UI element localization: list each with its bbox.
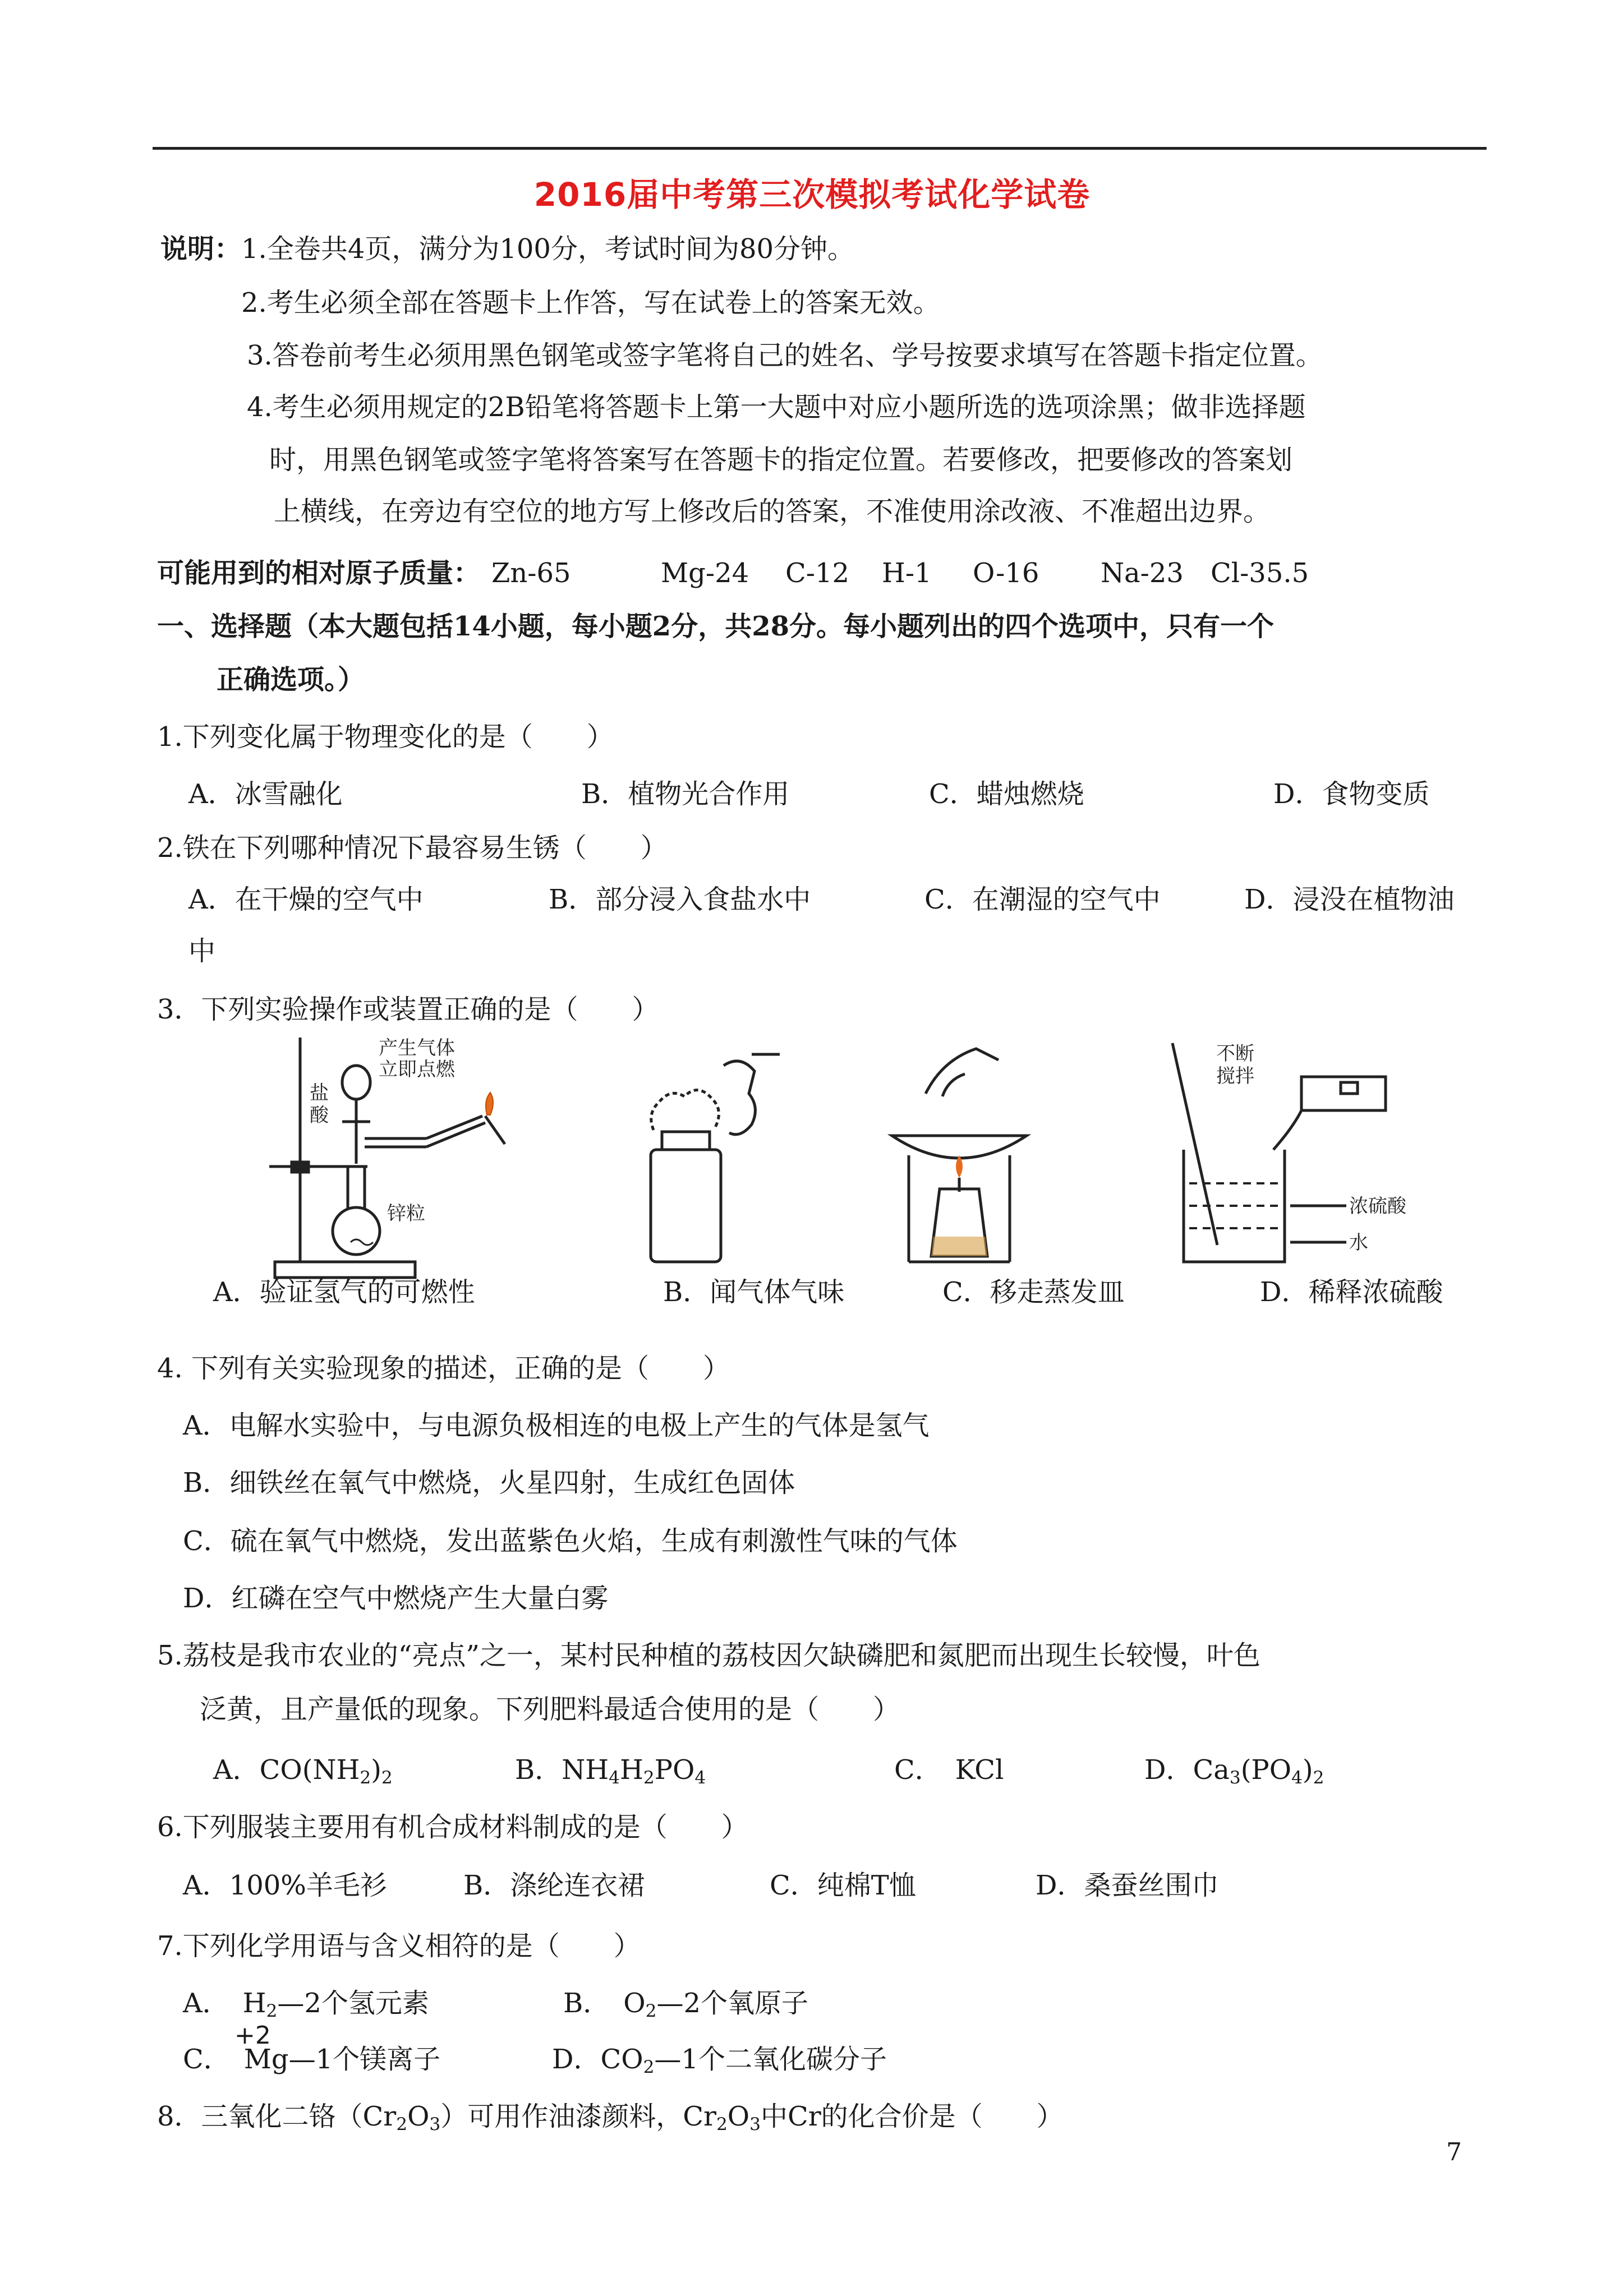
- question-2-stem: 2.铁在下列哪种情况下最容易生锈（ ）: [157, 832, 668, 864]
- question-1-stem: 1.下列变化属于物理变化的是（ ）: [157, 721, 614, 753]
- page-number: 7: [1446, 2138, 1462, 2166]
- svg-text:盐: 盐: [310, 1082, 329, 1104]
- q1-option-c: C．蜡烛燃烧: [929, 778, 1084, 810]
- q5-option-a: A．$CO(NH_2)_2$: [213, 1754, 393, 1788]
- q3-option-d: D．稀释浓硫酸: [1260, 1276, 1443, 1308]
- instructions-line-3: 3.答卷前考生必须用黑色钢笔或签字笔将自己的姓名、学号按要求填写在答题卡指定位置。: [247, 340, 1323, 371]
- instructions-line-2: 2.考生必须全部在答题卡上作答，写在试卷上的答案无效。: [241, 287, 940, 319]
- q4-option-b: B．细铁丝在氧气中燃烧，火星四射，生成红色固体: [183, 1467, 795, 1499]
- svg-text:水: 水: [1349, 1232, 1368, 1254]
- instructions-line-5: 时，用黑色钢笔或签字笔将答案写在答题卡的指定位置。若要修改，把要修改的答案划: [269, 444, 1293, 476]
- svg-text:浓硫酸: 浓硫酸: [1349, 1195, 1406, 1218]
- q7-option-c: C． Mg—1个镁离子: [183, 2044, 441, 2075]
- q7-option-d: D．$CO_2—1$个二氧化碳分子: [552, 2044, 887, 2077]
- question-7-options-cd: [0, 2041, 1624, 2077]
- question-5-stem-1: 5.荔枝是我市农业的“亮点”之一，某村民种植的荔枝因欠缺磷肥和氮肥而出现生长较慢，叶色: [157, 1640, 1260, 1671]
- question-5-options: [0, 1752, 1624, 1788]
- q1-option-d: D．食物变质: [1273, 778, 1430, 810]
- question-3-stem: 3．下列实验操作或装置正确的是（ ）: [157, 994, 659, 1025]
- q3-option-a: A．验证氢气的可燃性: [213, 1276, 475, 1308]
- question-1-options: [0, 776, 1624, 812]
- q6-option-c: C．纯棉T恤: [770, 1870, 916, 1901]
- q2-option-b: B．部分浸入食盐水中: [549, 884, 811, 915]
- question-6-options: [0, 1868, 1624, 1903]
- q6-option-a: A．100%羊毛衫: [183, 1870, 387, 1901]
- question-5-stem-2: 泛黄，且产量低的现象。下列肥料最适合使用的是（ ）: [200, 1694, 900, 1725]
- q3-option-b: B．闻气体气味: [663, 1276, 845, 1308]
- question-7-stem: 7.下列化学用语与含义相符的是（ ）: [157, 1930, 641, 1962]
- figure-b-smelling-gas: [640, 1049, 808, 1273]
- q1-option-a: A．冰雪融化: [188, 778, 343, 810]
- instructions-line-6: 上横线，在旁边有空位的地方写上修改后的答案，不准使用涂改液、不准超出边界。: [274, 496, 1271, 527]
- page-title: 2016届中考第三次模拟考试化学试卷: [533, 176, 1091, 214]
- q7-option-a: A． $H_2—2$个氢元素: [183, 1988, 429, 2021]
- q6-option-b: B．涤纶连衣裙: [463, 1870, 645, 1901]
- question-6-stem: 6.下列服装主要用有机合成材料制成的是（ ）: [157, 1811, 748, 1843]
- figure-d-diluting-acid: [1156, 1038, 1492, 1273]
- q1-option-b: B．植物光合作用: [581, 778, 790, 810]
- q5-option-c: C． KCl: [894, 1754, 1004, 1786]
- instructions-label: 说明：: [160, 233, 242, 265]
- svg-text:立即点燃: 立即点燃: [379, 1058, 455, 1081]
- question-8-stem: 8．三氧化二铬$(Cr_2O_3)$可用作油漆颜料，$Cr_2O_3$中Cr的化合价是（ ）: [157, 2101, 1064, 2134]
- svg-text:酸: 酸: [310, 1104, 329, 1127]
- question-2-option-d-wrap: 中: [188, 935, 216, 967]
- instructions-line-4: 4.考生必须用规定的2B铅笔将答题卡上第一大题中对应小题所选的选项涂黑；做非选择题: [247, 391, 1306, 423]
- figure-c-evaporating-dish: [886, 1043, 1032, 1267]
- svg-text:锌粒: 锌粒: [387, 1202, 425, 1225]
- q5-option-d: D．$Ca_3(PO_4)_2$: [1144, 1754, 1324, 1788]
- atomic-mass-label: 可能用到的相对原子质量：: [157, 557, 481, 589]
- section-heading-line-2: 正确选项。）: [217, 664, 365, 695]
- question-3-options: [0, 1274, 1624, 1310]
- q5-option-b: B．$NH_4H_2PO_4$: [515, 1754, 706, 1788]
- q4-option-a: A．电解水实验中，与电源负极相连的电极上产生的气体是氢气: [183, 1410, 930, 1441]
- svg-text:搅拌: 搅拌: [1216, 1065, 1254, 1087]
- q7-option-c-charge: +2: [234, 2021, 271, 2050]
- instructions-line-1: 说明：1.全卷共4页，满分为100分，考试时间为80分钟。: [160, 233, 855, 265]
- question-4-stem: 4. 下列有关实验现象的描述，正确的是（ ）: [157, 1353, 730, 1384]
- q2-option-c: C．在潮湿的空气中: [924, 884, 1161, 915]
- figure-a-hydrogen-apparatus: [258, 1032, 561, 1284]
- question-7-options-ab: [0, 1985, 1624, 2021]
- q2-option-a: A．在干燥的空气中: [188, 884, 424, 915]
- q2-option-d: D．浸没在植物油: [1244, 884, 1455, 915]
- atomic-mass-row: 可能用到的相对原子质量： Zn-65 Mg-24 C-12 H-1 O-16 Na-23 Cl-35.5: [0, 555, 1624, 591]
- q3-option-c: C．移走蒸发皿: [942, 1276, 1125, 1308]
- section-heading-line-1: 一、选择题（本大题包括14小题，每小题2分，共28分。每小题列出的四个选项中，只有一个: [157, 611, 1274, 642]
- svg-text:产生气体: 产生气体: [379, 1037, 455, 1059]
- q4-option-c: C．硫在氧气中燃烧，发出蓝紫色火焰，生成有刺激性气味的气体: [183, 1525, 958, 1557]
- q4-option-d: D．红磷在空气中燃烧产生大量白雾: [183, 1583, 609, 1614]
- top-rule: [153, 147, 1487, 150]
- q6-option-d: D．桑蚕丝围巾: [1036, 1870, 1219, 1901]
- svg-text:不断: 不断: [1216, 1043, 1254, 1065]
- question-2-options: [0, 882, 1624, 918]
- q7-option-b: B． $O_2—2$个氧原子: [563, 1988, 809, 2021]
